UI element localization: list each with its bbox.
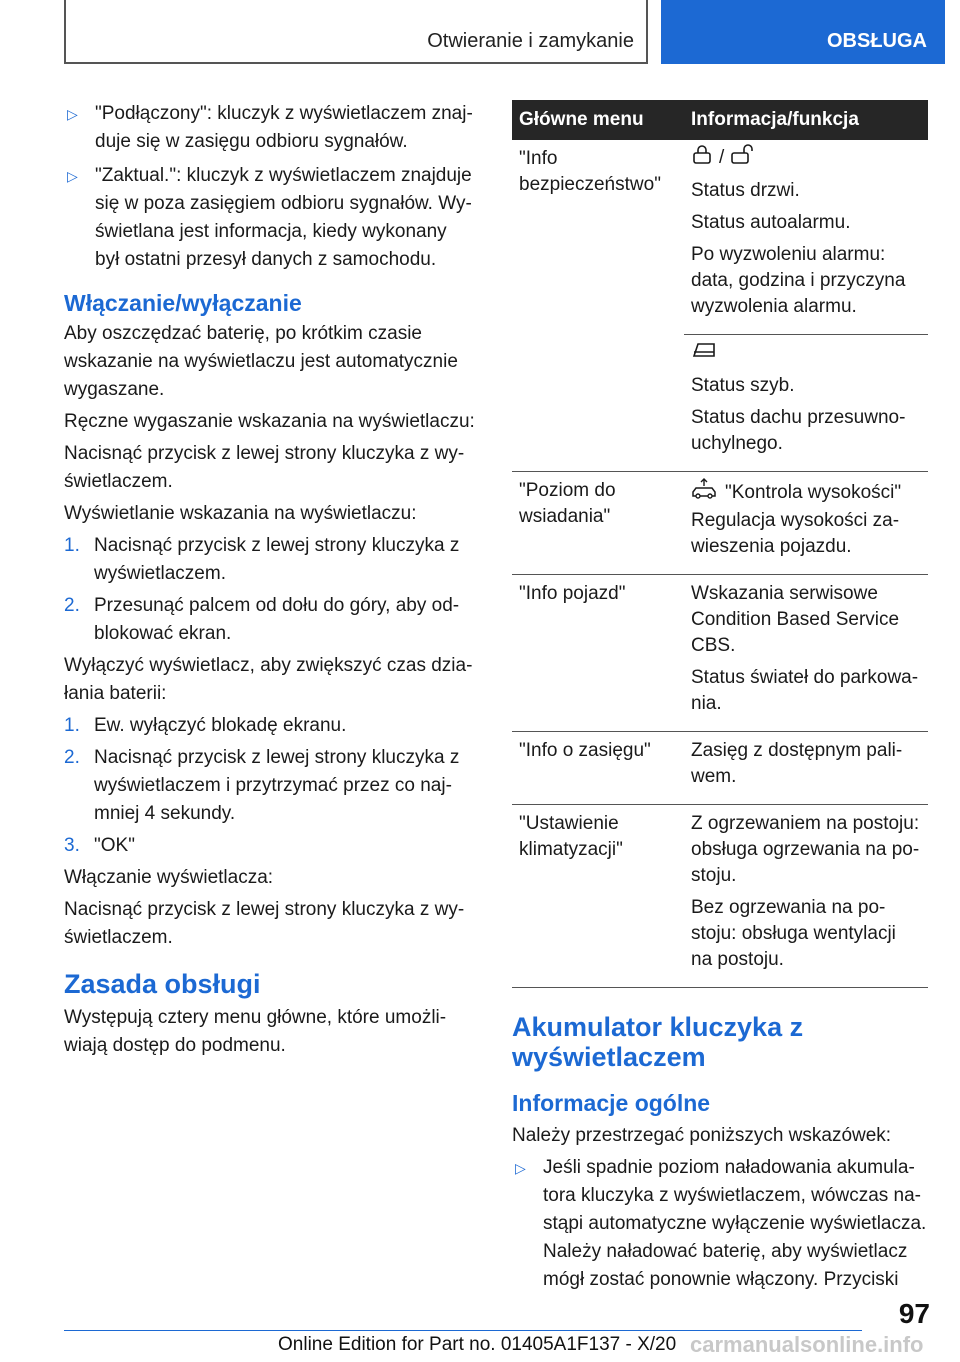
left-column xyxy=(64,100,476,1064)
table-cell-menu: "Info bezpieczeństwo" xyxy=(512,140,684,472)
table-cell-info: "Kontrola wysokości" Regulacja wysokości zawieszenia pojazdu. xyxy=(684,472,928,575)
table-row xyxy=(512,472,928,575)
step-item: 1. Nacisnąć przycisk z lewej strony kluczyka z wyświetlaczem. xyxy=(64,535,460,584)
icon-separator: / xyxy=(719,147,725,168)
table-cell-info: / Status drzwi. Status autoalarmu. Po wyzwoleniu alarmu: data, godzina i przyczyna wyzwolenia alarmu. xyxy=(684,140,928,335)
table-cell-menu: "Info o zasięgu" xyxy=(512,732,684,805)
table-row xyxy=(512,805,928,988)
page-number: 97 xyxy=(898,1298,930,1329)
heading-onoff: Włączanie/wyłączanie xyxy=(64,290,302,316)
table-cell-info: Wskazania serwisowe Condition Based Service CBS. Status świateł do parkowania. xyxy=(684,575,928,732)
paragraph: Wyświetlanie wskazania na wyświetlaczu: xyxy=(64,503,417,524)
footer-divider xyxy=(64,1330,862,1331)
menu-table xyxy=(512,100,928,988)
right-column xyxy=(512,100,928,1300)
table-cell-info: Zasięg z dostępnym paliwem. xyxy=(684,732,928,805)
header-section-box xyxy=(64,0,648,64)
triangle-bullet-icon: ▷ xyxy=(515,1160,526,1176)
step-item: 2. Nacisnąć przycisk z lewej strony kluczyka z wyświetlaczem i przytrzymać przez co najmniej 4 sekundy. xyxy=(64,747,460,824)
lock-icon xyxy=(691,143,713,173)
table-cell-info: Z ogrzewaniem na postoju: obsługa ogrzewania na postoju. Bez ogrzewania na postoju: obsługa wentylacji na postoju. xyxy=(684,805,928,988)
triangle-bullet-icon: ▷ xyxy=(67,168,78,184)
header-tab-label: OBSŁUGA xyxy=(827,30,927,52)
paragraph: Ręczne wygaszanie wskazania na wyświetlaczu: xyxy=(64,411,475,432)
paragraph: Nacisnąć przycisk z lewej strony kluczyka z wyświetlaczem. xyxy=(64,443,465,492)
table-cell-menu: "Poziom do wsiadania" xyxy=(512,472,684,575)
header-section-title: Otwieranie i zamykanie xyxy=(427,30,634,52)
triangle-bullet-icon: ▷ xyxy=(67,106,78,122)
paragraph: Wyłączyć wyświetlacz, aby zwiększyć czas działania baterii: xyxy=(64,655,473,704)
table-row xyxy=(512,732,928,805)
window-icon xyxy=(691,338,717,368)
paragraph: Aby oszczędzać baterię, po krótkim czasie wskazanie na wyświetlaczu jest automatycznie wygaszane. xyxy=(64,323,458,400)
header-tab[interactable] xyxy=(661,0,945,64)
heading-akumulator: Akumulator kluczyka z wyświetlaczem xyxy=(512,1012,804,1072)
table-header-row xyxy=(512,100,928,140)
watermark: carmanualsonline.info xyxy=(690,1332,924,1357)
footer-edition: Online Edition for Part no. 01405A1F137 - X/20 xyxy=(278,1334,677,1355)
list-item: ▷ "Podłączony": kluczyk z wyświetlaczem znajduje się w zasięgu odbioru sygnałów. xyxy=(64,100,476,156)
table-header-cell: Główne menu xyxy=(512,100,684,140)
paragraph: Występują cztery menu główne, które umożliwiają dostęp do podmenu. xyxy=(64,1007,447,1056)
car-height-icon xyxy=(691,478,717,508)
table-cell-info: Status szyb. Status dachu przesuwnouchylnego. xyxy=(684,335,928,472)
table-row xyxy=(512,575,928,732)
table-header-cell: Informacja/funkcja xyxy=(684,100,928,140)
heading-zasada: Zasada obsługi xyxy=(64,969,261,999)
step-item: 1. Ew. wyłączyć blokadę ekranu. xyxy=(64,715,347,736)
table-cell-menu: "Ustawienie klimatyzacji" xyxy=(512,805,684,988)
step-item: 3. "OK" xyxy=(64,835,135,856)
paragraph: Włączanie wyświetlacza: xyxy=(64,867,274,888)
unlock-icon xyxy=(730,143,758,173)
table-cell-menu: "Info pojazd" xyxy=(512,575,684,732)
paragraph: Nacisnąć przycisk z lewej strony kluczyka z wyświetlaczem. xyxy=(64,899,465,948)
table-row xyxy=(512,140,928,335)
heading-informacje: Informacje ogólne xyxy=(512,1090,711,1116)
list-item: ▷ Jeśli spadnie poziom naładowania akumulatora kluczyka z wyświetlaczem, wówczas nastąpi automatyczne wyłączenie wyświetlacza. Należy naładować baterię, aby wyświetlacz mógł zostać ponownie włączony. Przyciski xyxy=(512,1154,928,1294)
list-item: ▷ "Zaktual.": kluczyk z wyświetlaczem znajduje się w poza zasięgiem odbioru sygnałów. Wyświetlana jest informacja, kiedy wykonany był ostatni przesył danych z samochodu. xyxy=(64,162,476,274)
paragraph: Należy przestrzegać poniższych wskazówek: xyxy=(512,1125,892,1146)
step-item: 2. Przesunąć palcem od dołu do góry, aby odblokować ekran. xyxy=(64,595,460,644)
